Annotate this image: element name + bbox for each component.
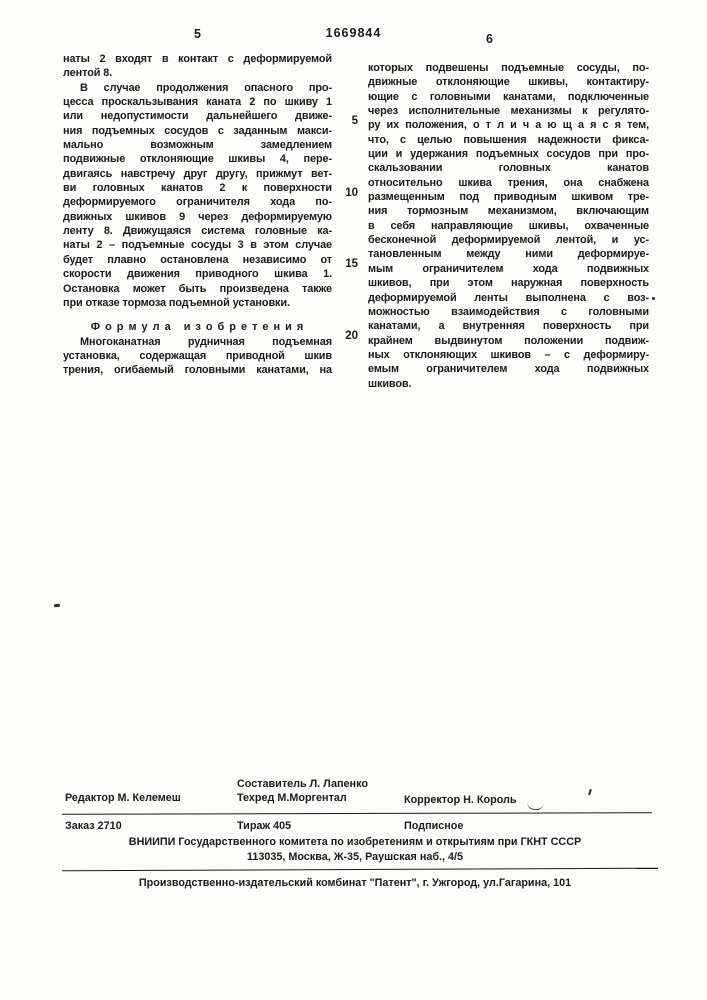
text-line: подвижные отклоняющие шкивы 4, пере-	[63, 153, 332, 166]
text-line: ленту 8. Движущаяся система головные ка-	[63, 225, 332, 238]
text-line: будет плавно остановлена независимо от	[63, 253, 332, 266]
text-line: которых подвешены подъемные сосуды, по-	[368, 62, 649, 74]
text-line: цесса проскальзывания каната 2 по шкиву 1	[63, 96, 332, 109]
text-line: мым ограничителем хода подвижных	[368, 262, 649, 275]
footer-organization-address: 113035, Москва, Ж-35, Раушская наб., 4/5	[246, 851, 464, 863]
gutter-line-number-5: 5	[351, 115, 358, 127]
patent-number: 1669844	[325, 26, 382, 40]
text-line: ных отклоняющих шкивов – с деформиру-	[368, 348, 649, 361]
footer-order-number: Заказ 2710	[65, 820, 122, 832]
text-line: движных шкивов 9 через деформируемую	[63, 210, 332, 223]
footer-compiler: Составитель Л. Лапенко	[237, 778, 368, 790]
text-line: Многоканатная рудничная подъемная	[80, 335, 332, 348]
left-text-column	[63, 52, 332, 378]
footer-corrector: Корректор Н. Король	[404, 794, 517, 806]
left-column-page-number: 5	[194, 27, 202, 41]
gutter-line-number-10: 10	[345, 187, 358, 199]
footer-organization: ВНИИПИ Государственного комитета по изобретениям и открытиям при ГКНТ СССР	[128, 836, 582, 848]
text-line: деформируемой ленты выполнена с воз-	[368, 291, 649, 304]
text-line: размещенным под приводным шкивом тре-	[368, 191, 649, 204]
text-line: двигаясь навстречу друг другу, прижмут вет-	[63, 167, 332, 180]
text-line: ру их положения, о т л и ч а ю щ а я с я тем,	[368, 119, 649, 132]
text-line: трения, огибаемый головными канатами, на	[63, 364, 332, 377]
pen-mark	[527, 802, 544, 811]
footer-publisher: Производственно-издательский комбинат "Патент", г. Ужгород, ул.Гагарина, 101	[138, 877, 572, 889]
text-line: шкивов.	[368, 377, 412, 390]
ink-speck	[54, 604, 60, 608]
footer-divider-bottom	[62, 868, 658, 872]
text-line: движные отклоняющие шкивы, контактиру-	[368, 76, 649, 89]
text-line: ния тормозным механизмом, включающим	[368, 205, 649, 218]
text-line: шкивов, при этом наружная поверхность	[368, 277, 649, 290]
text-line: тановленным между ними деформируе-	[368, 248, 649, 261]
text-line: канатами, а внутренняя поверхность при	[368, 320, 649, 333]
text-line: установка, содержащая приводной шкив	[63, 349, 332, 362]
footer-subscription: Подписное	[404, 820, 464, 832]
text-line: что, с целью повышения надежности фикса-	[368, 133, 649, 146]
text-line: через исполнительные механизмы к регулято-	[368, 105, 649, 118]
text-line: ции и удержания подъемных сосудов при про-	[368, 148, 649, 161]
footer-print-run: Тираж 405	[237, 820, 292, 832]
text-line: емым ограничителем хода подвижных	[368, 363, 649, 376]
gutter-line-number-15: 15	[345, 258, 358, 270]
text-line: в себя направляющие шкивы, охваченные	[368, 219, 649, 232]
text-line: ния подъемных сосудов с заданным макси-	[63, 124, 332, 137]
text-line: Остановка может быть произведена также	[63, 282, 332, 295]
right-column-page-number: 6	[486, 32, 494, 46]
text-line: при отказе тормоза подъемной установки.	[63, 296, 290, 309]
text-line: наты 2 – подъемные сосуды 3 в этом случае	[63, 239, 332, 252]
text-line: лентой 8.	[63, 67, 113, 80]
gutter-line-number-20: 20	[345, 330, 358, 342]
ink-speck	[652, 297, 655, 300]
ink-speck	[588, 789, 592, 795]
text-line: скорости движения приводного шкива 1.	[63, 268, 332, 281]
text-line: скальзовании головных канатов	[368, 162, 649, 175]
text-line: ви головных канатов 2 к поверхности	[63, 182, 332, 195]
footer-editor: Редактор М. Келемеш	[65, 792, 181, 804]
right-text-column	[368, 61, 649, 391]
text-line: бесконечной деформируемой лентой, и ус-	[368, 234, 649, 247]
text-line: относительно шкива трения, она снабжена	[368, 176, 649, 189]
text-line: наты 2 входят в контакт с деформируемой	[63, 53, 332, 65]
text-line: ющие с головными канатами, подключенные	[368, 90, 649, 103]
text-line: крайнем выдвинутом положении подвиж-	[368, 334, 649, 347]
footer-techred: Техред М.Моргентал	[237, 792, 347, 804]
formula-heading: Ф о р м у л а и з о б р е т е н и я	[90, 321, 305, 334]
text-line: деформируемого ограничителя хода по-	[63, 196, 332, 209]
text-line: или недопустимости дальнейшего движе-	[63, 110, 332, 123]
text-line: мально возможным замедлением	[63, 139, 332, 152]
text-line: можностью взаимодействия с головными	[368, 305, 649, 318]
text-line: В случае продолжения опасного про-	[80, 81, 332, 94]
footer-divider-top	[62, 812, 652, 815]
